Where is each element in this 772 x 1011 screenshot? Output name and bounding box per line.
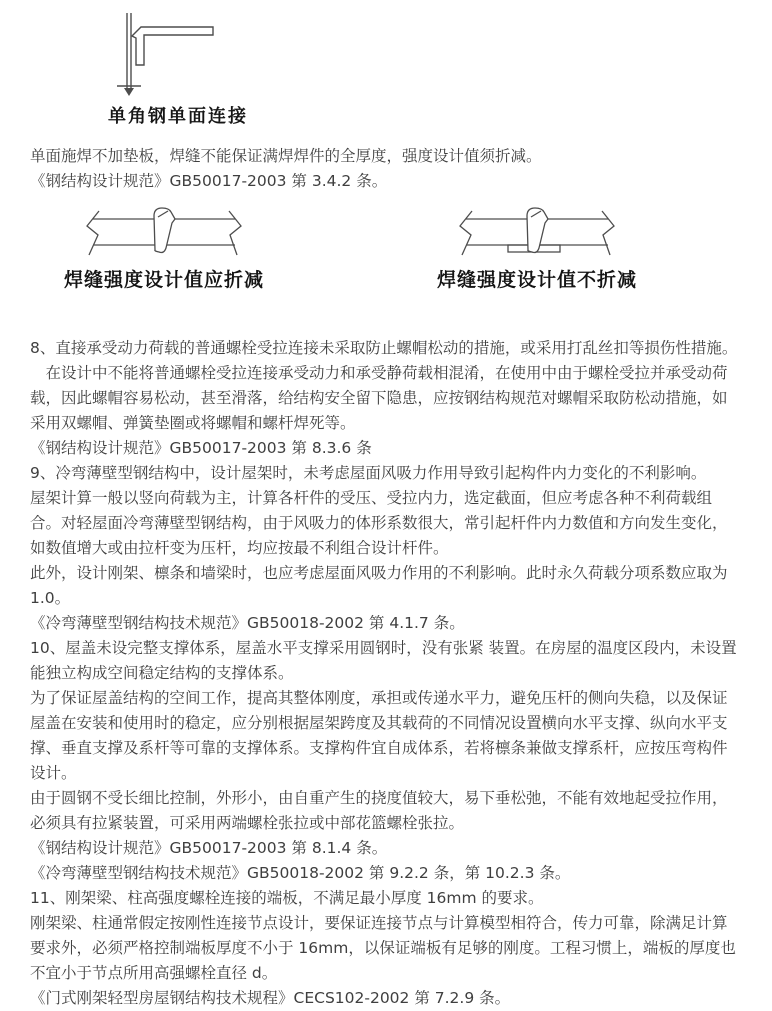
item-10-paragraph-2: 由于圆钢不受长细比控制，外形小，由自重产生的挠度值较大，易下垂松弛，不能有效地起受拉作用，必须具有拉紧装置，可采用两端螺栓张拉或中部花篮螺栓张拉。	[30, 789, 728, 832]
item-8-paragraph: 在设计中不能将普通螺栓受拉连接承受动力和承受静荷载相混淆，在使用中由于螺栓受拉并承受动荷载，因此螺帽容易松动，甚至滑落，给结构安全留下隐患，应按钢结构规范对螺帽采取防松动措施，如采用双螺帽、弹簧垫圈或将螺帽和螺杆焊死等。	[30, 364, 728, 432]
item-10-ref-1: 《钢结构设计规范》GB50017-2003 第 8.1.4 条。	[30, 839, 388, 857]
item-10	[0, 636, 772, 886]
figure-weld-not-reduced-caption: 焊缝强度设计值不折减	[436, 269, 637, 291]
figure-weld-not-reduced	[417, 204, 657, 292]
intro-text: 单面施焊不加垫板，焊缝不能保证满焊焊件的全厚度，强度设计值须折减。	[30, 147, 542, 165]
item-11	[0, 886, 772, 1011]
item-9-paragraph-1: 屋架计算一般以竖向荷载为主，计算各杆件的受压、受拉内力，选定截面，但应考虑各种不利荷载组合。对轻屋面冷弯薄壁型钢结构，由于风吸力的体形系数很大，常引起杆件内力数值和方向发生变化，如数值增大或由拉杆变为压杆，均应按最不利组合设计杆件。	[30, 489, 728, 557]
item-11-paragraph: 刚架梁、柱通常假定按刚性连接节点设计，要保证连接节点与计算模型相符合，传力可靠，除满足计算要求外，必须严格控制端板厚度不小于 16mm，以保证端板有足够的刚度。工程习惯上，端板的厚度也不宜小于节点所用高强螺栓直径 d。	[30, 914, 736, 982]
item-9-heading: 9、冷弯薄壁型钢结构中，设计屋架时，未考虑屋面风吸力作用导致引起构件内力变化的不利影响。	[30, 464, 707, 482]
item-9-paragraph-2: 此外，设计刚架、檩条和墙梁时，也应考虑屋面风吸力作用的不利影响。此时永久荷载分项系数应取为 1.0。	[30, 564, 728, 607]
figure-weld-reduced	[44, 204, 284, 292]
item-11-heading: 11、刚架梁、柱高强度螺栓连接的端板，不满足最小厚度 16mm 的要求。	[30, 889, 544, 907]
item-11-ref: 《门式刚架轻型房屋钢结构技术规程》CECS102-2002 第 7.2.9 条。	[30, 989, 511, 1007]
item-8	[0, 336, 772, 461]
item-9-ref: 《冷弯薄壁型钢结构技术规范》GB50018-2002 第 4.1.7 条。	[30, 614, 465, 632]
weld-no-backing-diagram	[77, 204, 252, 262]
items-list	[0, 336, 772, 1011]
item-8-heading: 8、直接承受动力荷载的普通螺栓受拉连接未采取防止螺帽松动的措施，或采用打乱丝扣等损伤性措施。	[30, 339, 738, 357]
intro-ref: 《钢结构设计规范》GB50017-2003 第 3.4.2 条。	[30, 172, 388, 190]
weld-figures-row	[0, 204, 772, 292]
weld-with-backing-diagram	[450, 204, 625, 262]
item-10-ref-2: 《冷弯薄壁型钢结构技术规范》GB50018-2002 第 9.2.2 条，第 10.2.3 条。	[30, 864, 571, 882]
item-9	[0, 461, 772, 636]
figure-angle-caption: 单角钢单面连接	[108, 106, 248, 127]
item-10-paragraph-1: 为了保证屋盖结构的空间工作，提高其整体刚度，承担或传递水平力，避免压杆的侧向失稳，以及保证屋盖在安装和使用时的稳定，应分别根据屋架跨度及其载荷的不同情况设置横向水平支撑、纵向水平支撑、垂直支撑及系杆等可靠的支撑体系。支撑构件宜自成体系，若将檩条兼做支撑系杆，应按压弯构件设计。	[30, 689, 728, 782]
angle-connection-diagram	[103, 8, 253, 100]
item-8-ref: 《钢结构设计规范》GB50017-2003 第 8.3.6 条	[30, 439, 372, 457]
figure-angle-connection	[103, 8, 253, 128]
document-page	[0, 8, 772, 1007]
figure-weld-reduced-caption: 焊缝强度设计值应折减	[63, 269, 264, 291]
item-10-heading: 10、屋盖未设完整支撑体系，屋盖水平支撑采用圆钢时，没有张紧 装置。在房屋的温度区段内，未设置能独立构成空间稳定结构的支撑体系。	[30, 639, 737, 682]
